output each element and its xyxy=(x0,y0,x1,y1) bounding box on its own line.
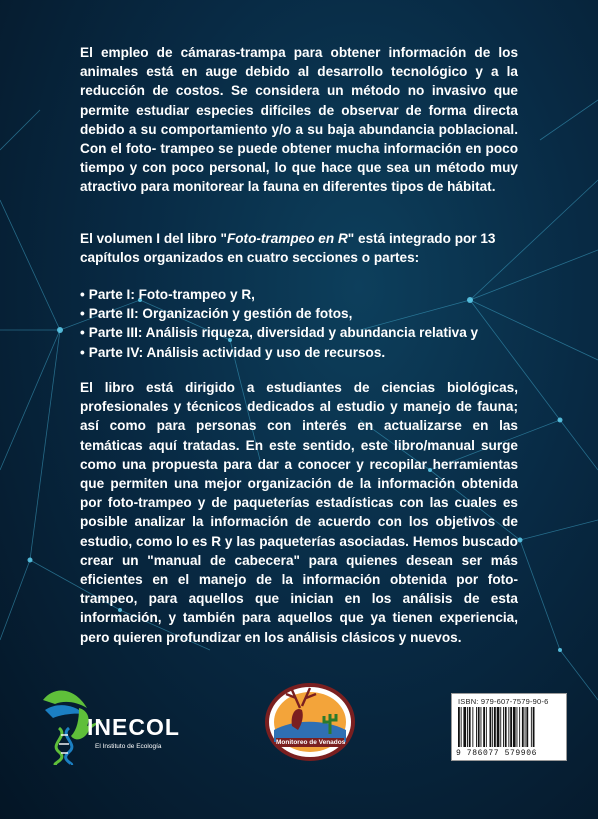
isbn-barcode xyxy=(451,693,567,761)
part-label: Parte II: Organización y gestión de fotos, xyxy=(88,306,353,322)
parts-list xyxy=(80,285,518,362)
intro-text: El empleo de cámaras-trampa para obtener información de los animales está en auge debido al desarrollo tecnológico y a la reducción de costos. Se considera un método no invasivo que permite estudiar especies difíciles de observar de forma directa debido a su comportamiento y/o a su baja abundancia poblacional. Con el foto- trampeo se puede obtener mucha información en poco tiempo y con poco personal, lo que hace que sea un método muy atractivo para monitorear la fauna en diferentes tipos de hábitat. xyxy=(80,45,518,195)
bullet-icon: • xyxy=(80,287,85,302)
isbn-label: ISBN: 979-607-7579-90-6 xyxy=(458,697,549,706)
audience-paragraph xyxy=(80,378,518,647)
volume-text-before: El volumen I del libro " xyxy=(80,231,227,246)
part-label: Parte IV: Análisis actividad y uso de recursos. xyxy=(88,344,386,360)
volume-paragraph xyxy=(80,229,518,267)
list-item xyxy=(80,343,518,362)
audience-text: El libro está dirigido a estudiantes de ciencias biológicas, profesionales y técnicos dedicados al estudio y manejo de fauna; así como para personas con interés en actualizarse en las temáticas aquí tratadas. En este sentido, este libro/manual surge como una propuesta para dar a conocer y recopilar herramientas que permiten una mejor organización de la información obtenida por foto-trampeo y de paqueterías estadísticas con las cuales es posible analizar la información de acuerdo con los objetivos de estudio, como lo es R y las paqueterías asociadas. Hemos buscado crear un "manual de cabecera" para quienes desean ser más eficientes en el manejo de la información obtenida por foto-trampeo, para aquellos que inician en los análisis de esta información, y también para aquellos que ya tienen experiencia, pero quieren profundizar en los análisis clásicos y nuevos. xyxy=(80,380,518,645)
barcode-icon xyxy=(458,707,560,749)
volume-text-after: " está integrado por 13 capítulos organizados en cuatro secciones o partes: xyxy=(80,231,496,266)
inecol-tagline: El Instituto de Ecología xyxy=(95,743,162,750)
bullet-icon: • xyxy=(80,325,85,341)
bullet-icon: • xyxy=(80,306,85,322)
inecol-name: INECOL xyxy=(87,714,180,740)
deer-emblem-icon xyxy=(262,680,358,762)
intro-paragraph xyxy=(80,43,518,197)
inecol-logo xyxy=(35,680,185,765)
list-item xyxy=(80,304,518,323)
book-title: Foto-trampeo en R xyxy=(226,231,348,246)
barcode-digits: 9 786077 579906 xyxy=(456,749,538,758)
bullet-icon: • xyxy=(80,344,85,360)
list-item xyxy=(80,323,518,342)
monitoreo-name: Monitoreo de Venados xyxy=(276,739,346,746)
part-label: Parte I: Foto-trampeo y R, xyxy=(88,287,255,302)
monitoreo-venados-logo xyxy=(262,680,358,762)
part-label: Parte III: Análisis riqueza, diversidad y abundancia relativa y xyxy=(88,325,479,341)
list-item xyxy=(80,285,518,304)
